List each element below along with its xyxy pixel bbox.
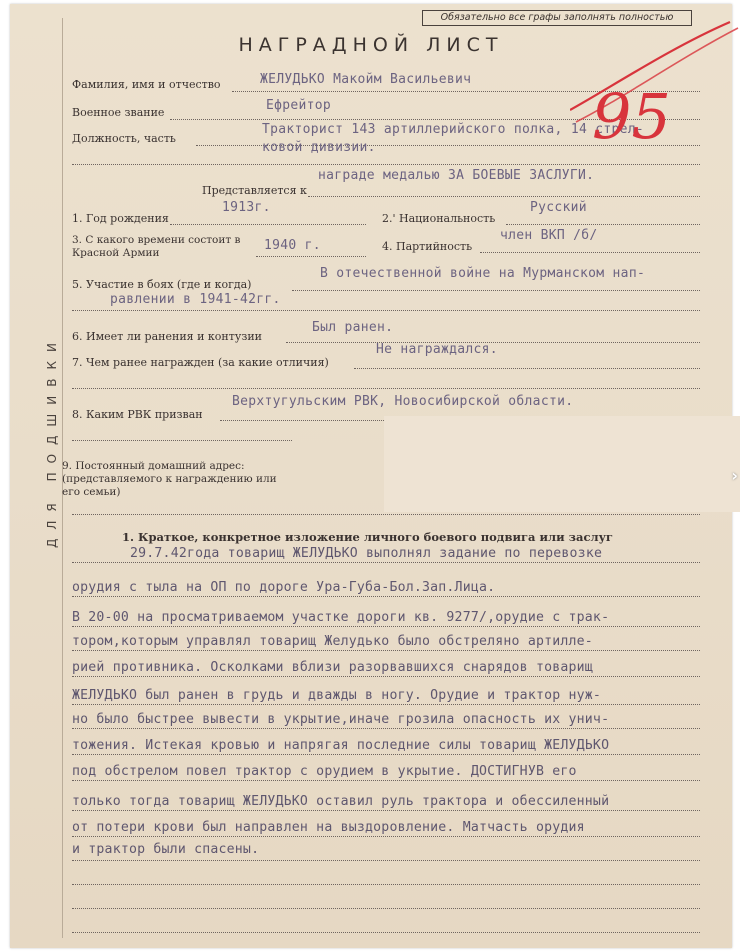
birth-line [170, 224, 366, 225]
battles-label: 5. Участие в боях (где и когда) [72, 278, 252, 291]
story-line: под обстрелом повел трактор с орудием в укрытие. ДОСТИГНУВ его [72, 764, 577, 779]
presented-value: награде медалью ЗА БОЕВЫЕ ЗАСЛУГИ. [318, 168, 595, 183]
awards-line [354, 368, 700, 369]
position-label: Должность, часть [72, 132, 176, 145]
section-title: 1. Краткое, конкретное изложение личного боевого подвига или заслуг [122, 530, 613, 544]
redacted-area [384, 416, 740, 512]
party-label: 4. Партийность [382, 240, 473, 253]
service-line [256, 256, 366, 257]
story-rule [72, 704, 700, 705]
story-line: только тогда товарищ ЖЕЛУДЬКО оставил руль трактора и обессиленный [72, 794, 610, 809]
story-rule [72, 626, 700, 627]
position-value-2: ковой дивизии. [262, 140, 376, 155]
name-label: Фамилия, имя и отчество [72, 78, 221, 91]
presented-line [308, 196, 700, 197]
story-rule [72, 810, 700, 811]
address-line [72, 514, 700, 515]
battles-value-1: В отечественной войне на Мурманском нап- [320, 266, 646, 281]
story-line: В 20-00 на просматриваемом участке дороги кв. 9277/,орудие с трак- [72, 610, 610, 625]
position-value-1: Тракторист 143 артиллерийского полка, 14 стрел- [262, 122, 644, 137]
side-label [45, 304, 59, 584]
service-value: 1940 г. [264, 238, 321, 253]
nationality-label: 2.' Национальность [382, 212, 496, 225]
story-rule [72, 596, 700, 597]
story-line: рией противника. Осколками вблизи разорвавшихся снарядов товарищ [72, 660, 593, 675]
story-rule [72, 908, 700, 909]
top-note: Обязательно все графы заполнять полностью [422, 10, 692, 26]
battles-value-2: равлении в 1941-42гг. [110, 292, 281, 307]
name-value: ЖЕЛУДЬКО Макойм Васильевич [260, 72, 472, 87]
party-value: член ВКП /б/ [500, 228, 598, 243]
birth-value: 1913г. [222, 200, 271, 215]
story-rule [72, 780, 700, 781]
story-line: 29.7.42года товарищ ЖЕЛУДЬКО выполнял задание по перевозке [130, 546, 603, 561]
address-label: 9. Постоянный домашний адрес: (представляемого к награждению или его семьи) [62, 460, 277, 498]
awards-value: Не награждался. [376, 342, 498, 357]
party-line [480, 252, 700, 253]
story-rule [72, 562, 700, 563]
story-line: тором,которым управлял товарищ Желудько было обстреляно артилле- [72, 634, 593, 649]
nationality-value: Русский [530, 200, 587, 215]
side-label-text: ДЛЯ ПОДШИВКИ [45, 334, 59, 548]
story-rule [72, 836, 700, 837]
nationality-line [506, 224, 700, 225]
story-rule [72, 728, 700, 729]
story-rule [72, 932, 700, 933]
story-line: ЖЕЛУДЬКО был ранен в грудь и дважды в ногу. Орудие и трактор нуж- [72, 688, 602, 703]
birth-label: 1. Год рождения [72, 212, 169, 225]
award-sheet [10, 4, 732, 948]
story-rule [72, 860, 700, 861]
wounds-value: Был ранен. [312, 320, 394, 335]
service-label: 3. С какого времени состоит в Красной Армии [72, 234, 241, 259]
story-rule [72, 650, 700, 651]
story-rule [72, 676, 700, 677]
story-line: тожения. Истекая кровью и напрягая последние силы товарищ ЖЕЛУДЬКО [72, 738, 610, 753]
rank-value: Ефрейтор [266, 98, 332, 113]
wounds-label: 6. Имеет ли ранения и контузии [72, 330, 262, 343]
rvk-line-2 [72, 440, 292, 441]
battles-line [292, 290, 700, 291]
stamp-number: 95 [592, 80, 671, 153]
next-page-arrow-icon[interactable]: › [731, 466, 738, 485]
rvk-label: 8. Каким РВК призван [72, 408, 203, 421]
story-rule [72, 754, 700, 755]
presented-label: Представляется к [202, 184, 307, 197]
awards-label: 7. Чем ранее награжден (за какие отличия) [72, 356, 329, 369]
story-line: от потери крови был направлен на выздоровление. Матчасть орудия [72, 820, 585, 835]
story-line: орудия с тыла на ОП по дороге Ура-Губа-Бол.Зап.Лица. [72, 580, 496, 595]
rvk-value: Верхтугульским РВК, Новосибирской области. [232, 394, 574, 409]
story-line: но было быстрее вывести в укрытие,иначе грозила опасность их унич- [72, 712, 610, 727]
red-pencil-mark [570, 18, 740, 178]
page-title: НАГРАДНОЙ ЛИСТ [238, 34, 504, 56]
awards-line-2 [72, 388, 700, 389]
story-line: и трактор были спасены. [72, 842, 260, 857]
battles-line-2 [72, 310, 700, 311]
story-rule [72, 884, 700, 885]
rank-label: Военное звание [72, 106, 165, 119]
